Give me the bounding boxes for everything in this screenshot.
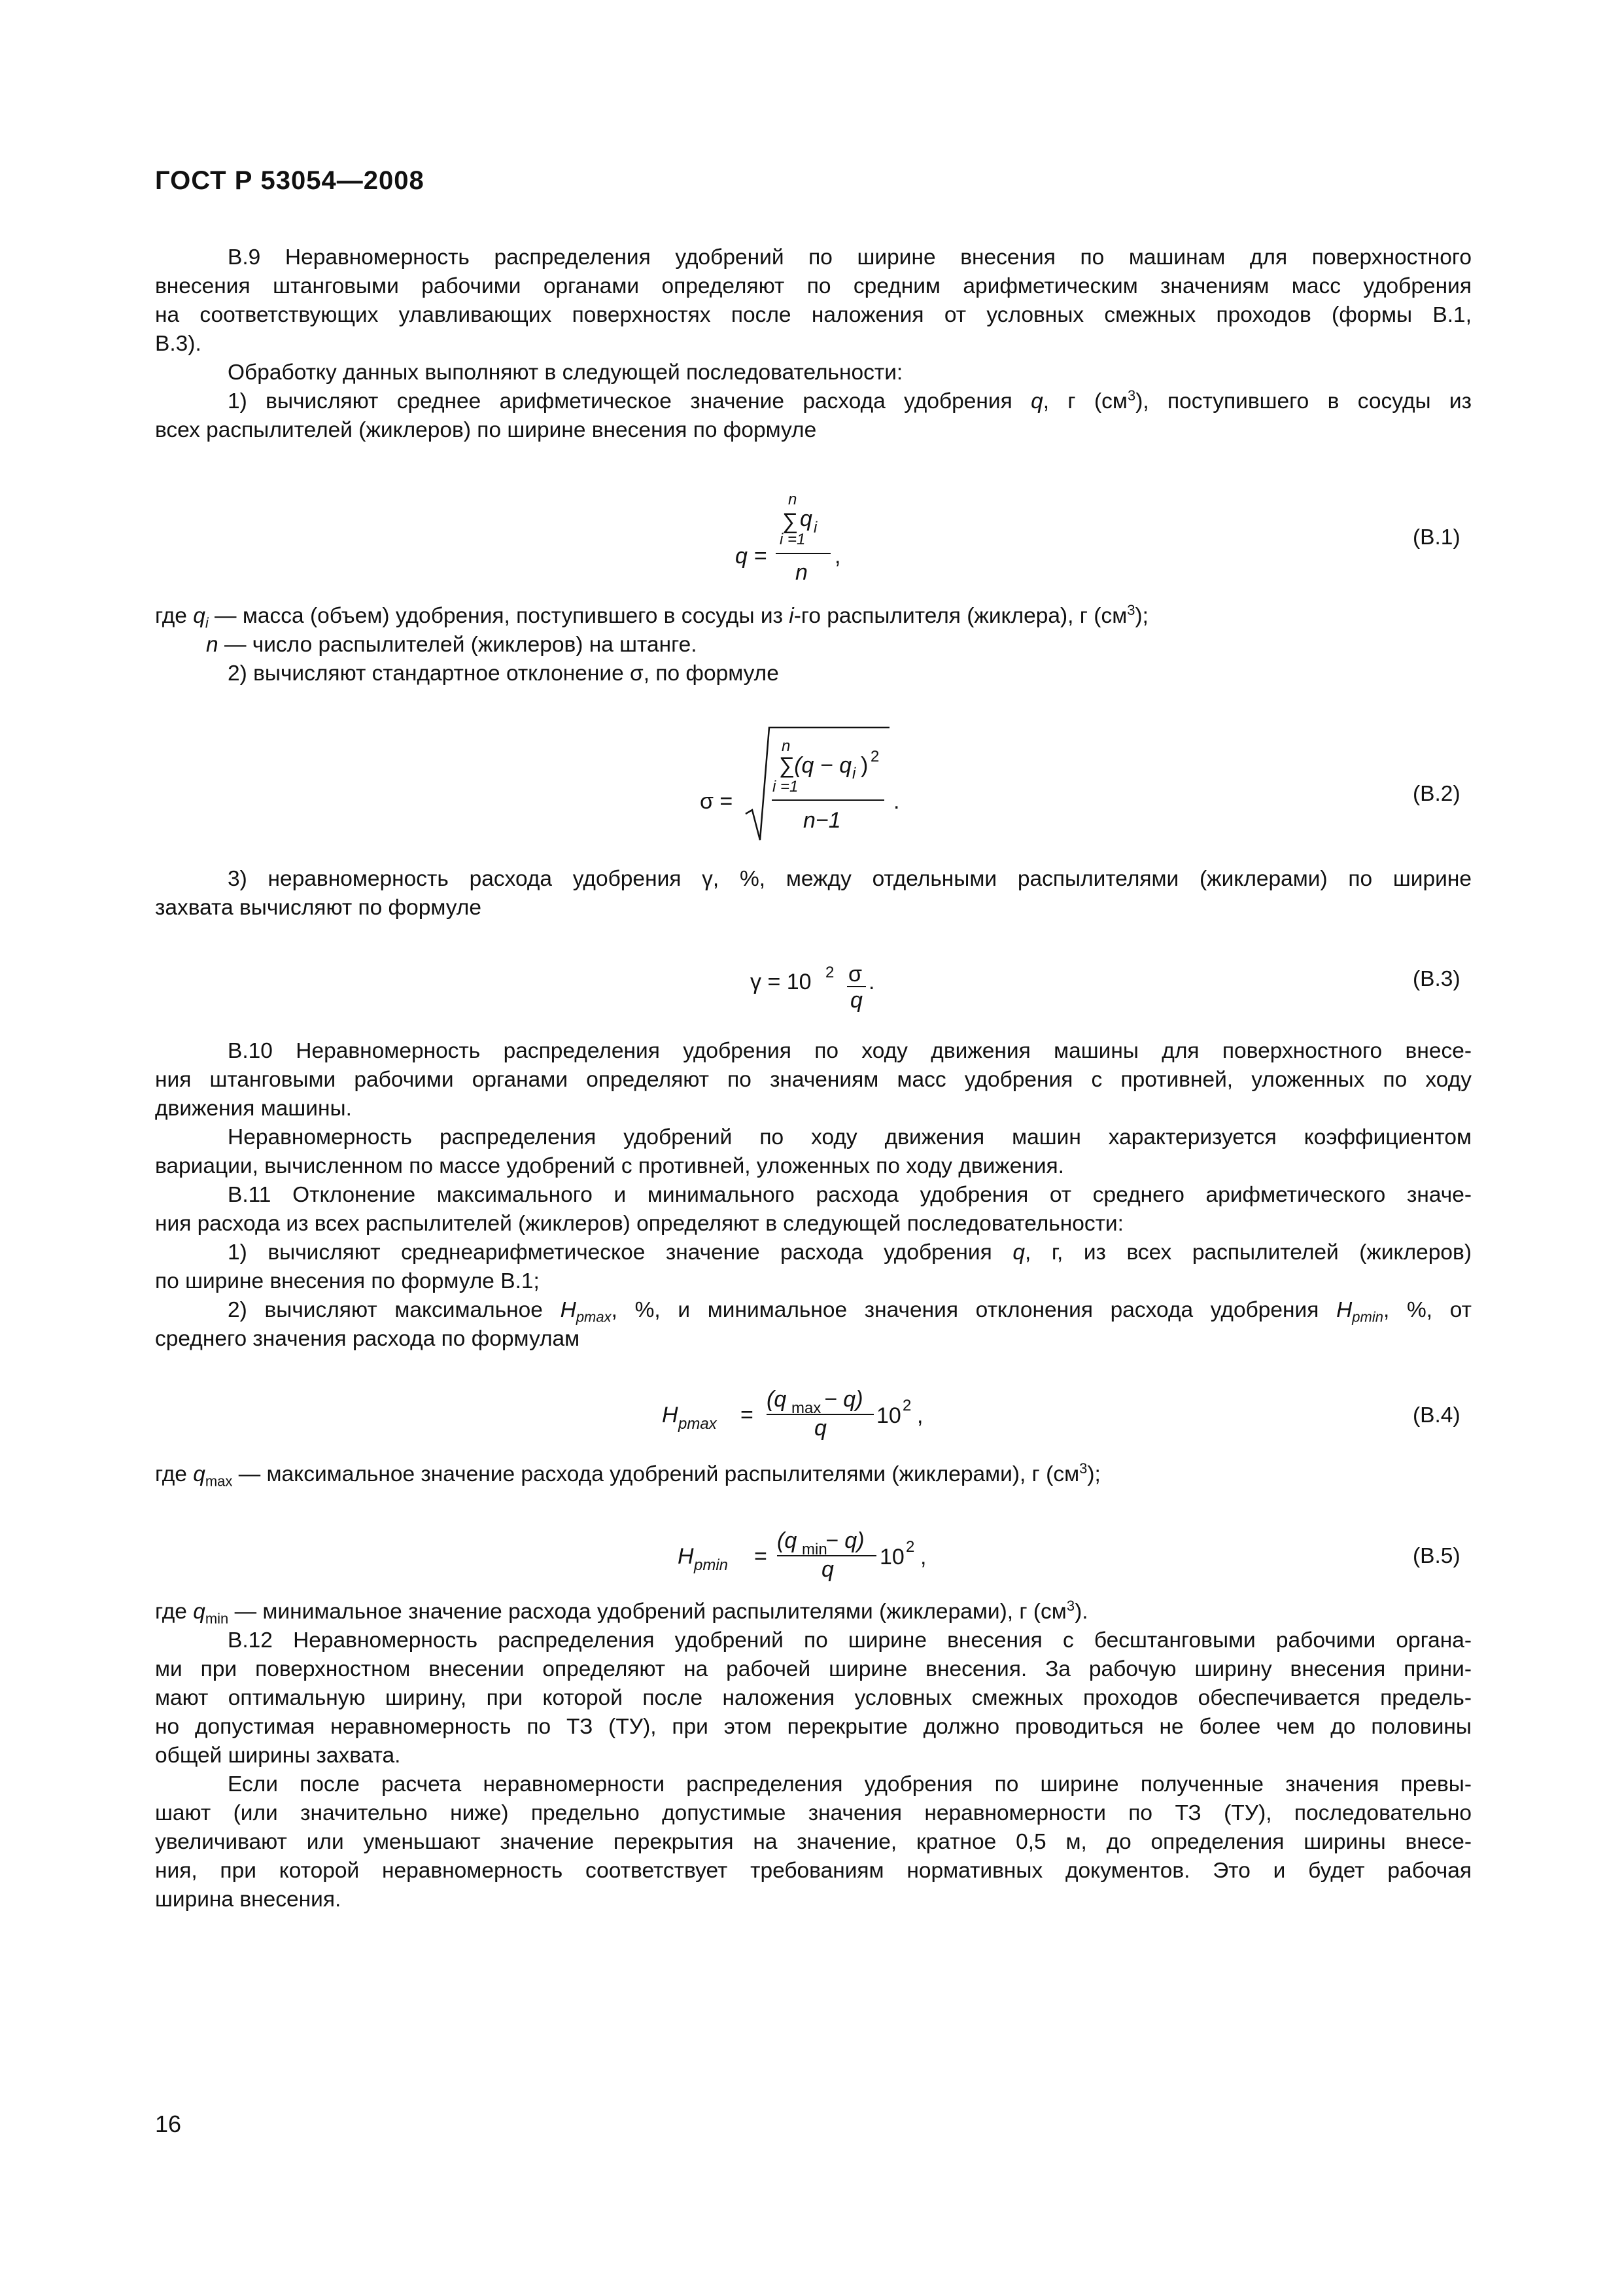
eq1-den: n [795, 560, 808, 585]
eq5-eq: = [754, 1544, 767, 1569]
eq5-tail: , [920, 1545, 927, 1569]
eq5-lhs-h: H [678, 1544, 694, 1569]
eq1-sum-bottom: i =1 [780, 531, 806, 548]
text-line: на соответствующих улавливающих поверхностях после наложения от условных смежных проходов (формы В.1, [155, 303, 1472, 327]
text-line: Если после расчета неравномерности распределения удобрения по ширине полученные значения превы- [228, 1772, 1472, 1796]
section-b9 [155, 243, 1472, 445]
text-line: общей ширины захвата. [155, 1743, 401, 1768]
eq2-label: (В.2) [1413, 782, 1460, 806]
eq5-num-sub: min [802, 1541, 827, 1558]
eq4-num-a: (q [767, 1387, 787, 1412]
text-line: Обработку данных выполняют в следующей последовательности: [228, 360, 903, 385]
eq4-den: q [814, 1416, 827, 1441]
eq2-num-tail: ) [861, 753, 869, 778]
eq1-tail: , [835, 544, 841, 569]
eq3-sup: 2 [825, 964, 835, 981]
where-block-4 [155, 1460, 1472, 1489]
text-line: ми при поверхностном внесении определяют на рабочей ширине внесения. За рабочую ширину внесения прини- [155, 1657, 1472, 1681]
eq5-den: q [821, 1557, 834, 1582]
text-line: 2) вычисляют максимальное $H_{pmax}$, %, и минимальное значения отклонения расхода удобрения $H_{pmin}$, %, от [228, 1298, 1472, 1325]
eq5-mult: 10 [880, 1545, 905, 1569]
eq1-sum-sign: ∑ [782, 509, 799, 534]
eq2-num-sub: i [852, 765, 856, 782]
text-line: 2) вычисляют стандартное отклонение σ, по формуле [228, 661, 779, 686]
eq2-num-sup: 2 [871, 748, 880, 765]
text-line: но допустимая неравномерность по ТЗ (ТУ), при этом перекрытие должно проводиться не более чем до половины [155, 1715, 1472, 1739]
text-line: В.11 Отклонение максимального и минимального расхода удобрения от среднего арифметического значе- [228, 1183, 1472, 1207]
text-line: ния штанговыми рабочими органами определяют по значениям масс удобрения с противней, уложенных по ходу [155, 1068, 1472, 1092]
eq4-num-sub: max [791, 1399, 821, 1417]
text-line: всех распылителей (жиклеров) по ширине внесения по формуле [155, 418, 817, 442]
page-number: 16 [155, 2111, 182, 2137]
text-line: В.3). [155, 332, 201, 356]
text-line: ния расхода из всех распылителей (жиклеров) определяют в следующей последовательности: [155, 1212, 1124, 1236]
eq1-num-sub: i [814, 519, 818, 536]
text-line: среднего значения расхода по формулам [155, 1327, 580, 1351]
text-line: ширина внесения. [155, 1887, 341, 1912]
text-line: где $q_{max}$ — максимальное значение расхода удобрений распылителями (жиклерами), г $(см^3)$; [155, 1460, 1101, 1490]
eq1-label: (В.1) [1413, 525, 1460, 550]
section-b12 [155, 1598, 1472, 1914]
eq4-mult: 10 [876, 1403, 901, 1428]
eq5-sup: 2 [906, 1538, 915, 1556]
eq3-den: q [850, 988, 863, 1013]
eq2-sum-top: n [782, 737, 791, 755]
document-header: ГОСТ Р 53054—2008 [155, 166, 424, 195]
step3-block [155, 865, 1472, 922]
eq4-sup: 2 [903, 1397, 912, 1414]
eq3-tail: . [869, 970, 875, 994]
text-line: В.10 Неравномерность распределения удобрения по ходу движения машины для поверхностного внесе- [228, 1039, 1472, 1063]
eq3-label: (В.3) [1413, 967, 1460, 991]
eq4-label: (В.4) [1413, 1403, 1460, 1428]
eq2-den: n−1 [803, 808, 841, 833]
eq2-tail: . [893, 789, 900, 814]
eq3-num: σ [848, 962, 862, 987]
eq5-lhs-sub: pmin [694, 1556, 729, 1574]
eq4-lhs-h: H [662, 1403, 678, 1428]
eq2-sum-bottom: i =1 [772, 778, 799, 796]
eq1-sum-top: n [788, 491, 797, 508]
text-line: 1) вычисляют среднее арифметическое значение расхода удобрения q, г $(см^3)$, поступившего в сосуды из [228, 387, 1472, 413]
eq5-num-a: (q [777, 1528, 797, 1553]
eq1-lhs: q = [735, 544, 767, 569]
text-line: внесения штанговыми рабочими органами определяют по средним арифметическим значениям масс удобрения [155, 274, 1472, 298]
text-line: Неравномерность распределения удобрений по ходу движения машин характеризуется коэффициентом [228, 1125, 1472, 1149]
eq2-root-sign [746, 727, 890, 840]
text-line: n — число распылителей (жиклеров) на штанге. [206, 633, 697, 657]
eq5-label: (В.5) [1413, 1544, 1460, 1568]
text-line: В.9 Неравномерность распределения удобрений по ширине внесения по машинам для поверхностного [228, 245, 1472, 270]
eq2-lhs: σ = [700, 789, 733, 814]
text-line: движения машины. [155, 1096, 352, 1121]
text-line: 3) неравномерность расхода удобрения γ, %, между отдельными распылителями (жиклерами) по ширине [228, 867, 1472, 891]
eq4-lhs-sub: pmax [678, 1415, 717, 1433]
where-block-1 [155, 602, 1472, 688]
eq2-num: ∑(q − q [778, 753, 852, 778]
text-line: захвата вычисляют по формуле [155, 896, 481, 920]
text-line: В.12 Неравномерность распределения удобрений по ширине внесения с бесштанговыми рабочими органа- [228, 1628, 1472, 1653]
text-line: увеличивают или уменьшают значение перекрытия на значение, кратное 0,5 м, до определения ширины внесе- [155, 1830, 1472, 1854]
eq4-tail: , [917, 1403, 924, 1428]
eq4-num-b: − q) [824, 1387, 863, 1412]
text-line: ния, при которой неравномерность соответствует требованиям нормативных документов. Это и будет рабочая [155, 1859, 1472, 1883]
eq1-num: q [800, 506, 812, 531]
text-line: 1) вычисляют среднеарифметическое значение расхода удобрения q, г, из всех распылителей (жиклеров) [228, 1240, 1472, 1265]
eq5-num-b: − q) [825, 1528, 865, 1553]
text-line: по ширине внесения по формуле В.1; [155, 1269, 540, 1293]
eq3-lhs: γ = 10 [750, 970, 812, 994]
text-line: мают оптимальную ширину, при которой после наложения условных смежных проходов обеспечивается предель- [155, 1686, 1472, 1710]
eq4-eq: = [740, 1403, 753, 1428]
text-line: где $q_{min}$ — минимальное значение расхода удобрений распылителями (жиклерами), г $(см^3)$. [155, 1597, 1088, 1627]
section-b10-b11 [155, 1037, 1472, 1354]
text-line: где $q_i$ — масса (объем) удобрения, поступившего в сосуды из i-го распылителя (жиклера), г $(см^3)$; [155, 601, 1149, 631]
text-line: вариации, вычисленном по массе удобрений с противней, уложенных по ходу движения. [155, 1154, 1064, 1178]
text-line: шают (или значительно ниже) предельно допустимые значения неравномерности по ТЗ (ТУ), последовательно [155, 1801, 1472, 1825]
